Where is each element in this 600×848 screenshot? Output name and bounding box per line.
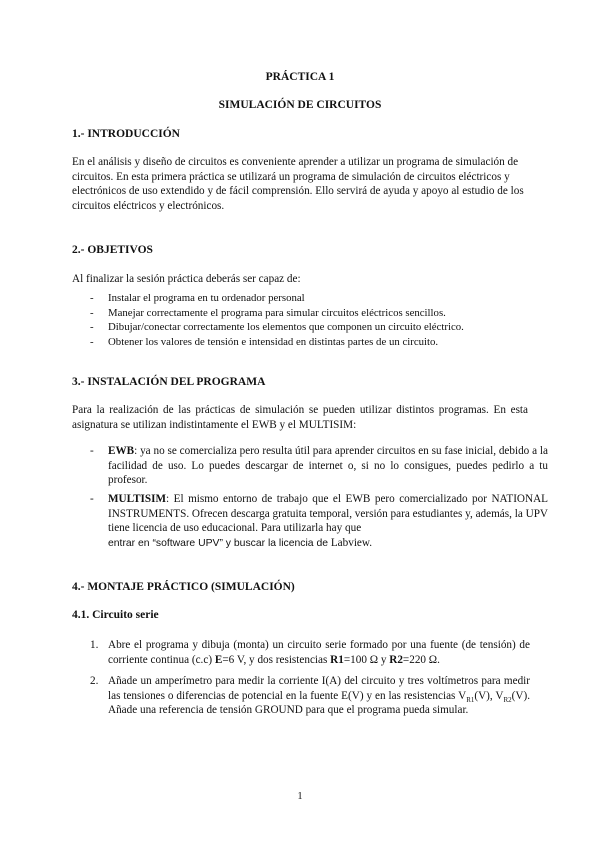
list-item: - Dibujar/conectar correctamente los elementos que componen un circuito eléctrico. — [90, 320, 530, 335]
ewb-description: : ya no se comercializa pero resulta útil para aprender circuitos en su fase inicial, debido a la facilidad de uso. Lo puedes descargar de internet o, si no lo consigues, puedes pedirlo a tu profesor. — [108, 445, 548, 487]
install-paragraph: Para la realización de las prácticas de simulación se pueden utilizar distintos programas. En esta asignatura se utilizan indistintamente el EWB y el MULTISIM: — [72, 404, 528, 431]
page-number: 1 — [297, 791, 303, 802]
multisim-license-hint: entrar en “software UPV” y buscar la licencia de — [108, 537, 329, 549]
list-item: 2. Añade un amperímetro para medir la corriente I(A) del circuito y tres voltímetros para medir las tensiones o diferencias de potencial en la fuente E(V) y en las resistencias $V_{R1}(V)$, $V_{R2}(V)$. Añade una referencia de tensión GROUND para que el programa pueda simular. — [90, 675, 530, 717]
multisim-term: MULTISIM — [108, 493, 167, 505]
subsection-heading-circuito-serie: 4.1. Circuito serie — [72, 609, 159, 621]
list-item: - Instalar el programa en tu ordenador personal — [90, 291, 530, 306]
ewb-term: EWB — [108, 445, 135, 457]
steps-list — [90, 638, 530, 718]
section-heading-objetivos: 2.- OBJETIVOS — [72, 244, 153, 256]
section-heading-introduccion: 1.- INTRODUCCIÓN — [72, 128, 180, 140]
labview-text: Labview. — [330, 536, 373, 549]
section-heading-montaje: 4.- MONTAJE PRÁCTICO (SIMULACIÓN) — [72, 581, 295, 593]
multisim-description: : El mismo entorno de trabajo que el EWB pero comercializado por NATIONAL INSTRUMENTS. Ofrecen descarga gratuita temporal, versión para estudiantes y, además, la UPV tiene licencia de uso educacional. Para utilizarla hay que — [108, 493, 548, 535]
objectives-list — [90, 291, 530, 349]
multisim-item: - MULTISIM: El mismo entorno de trabajo que el EWB pero comercializado por NATIONAL INSTRUMENTS. Ofrecen descarga gratuita temporal, versión para estudiantes y, además, la UPV tiene licencia de uso educacional. Para utilizarla hay que entrar en “software UPV” y buscar la licencia de Labview. — [90, 493, 548, 549]
document-title: PRÁCTICA 1 — [265, 71, 335, 83]
list-item: - Manejar correctamente el programa para simular circuitos eléctricos sencillos. — [90, 306, 530, 321]
objectives-lead: Al finalizar la sesión práctica deberás ser capaz de: — [72, 273, 301, 285]
section-heading-instalacion: 3.- INSTALACIÓN DEL PROGRAMA — [72, 376, 266, 388]
document-subtitle: SIMULACIÓN DE CIRCUITOS — [218, 99, 382, 111]
intro-paragraph: En el análisis y diseño de circuitos es conveniente aprender a utilizar un programa de simulación de circuitos. En esta primera práctica se utilizará un programa de simulación de circuitos eléctricos y electrónicos de uso extendido y de fácil comprensión. Ello servirá de ayuda y apoyo al estudio de los circuitos eléctricos y electrónicos. — [72, 156, 524, 212]
ewb-item: - EWB: ya no se comercializa pero resulta útil para aprender circuitos en su fase inicial, debido a la facilidad de uso. Lo puedes descargar de internet o, si no lo consigues, puedes pedirlo a tu profesor. — [90, 445, 548, 487]
list-item: - Obtener los valores de tensión e intensidad en distintas partes de un circuito. — [90, 335, 530, 350]
list-item: 1. Abre el programa y dibuja (monta) un circuito serie formado por una fuente (de tensión) de corriente continua (c.c) E=6 V, y dos resistencias R1=100 Ω y R2=220 Ω. — [90, 639, 530, 666]
